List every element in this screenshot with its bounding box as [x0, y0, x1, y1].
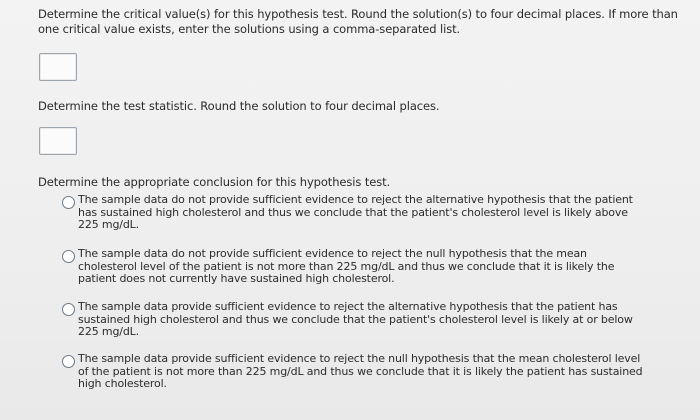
radio-button[interactable] [62, 355, 75, 368]
radio-button[interactable] [62, 196, 75, 209]
critical-value-question: Determine the critical value(s) for this hypothesis test. Round the solution(s) to four decimal places. If more than one critical value exists, enter the solutions using a comma-separated list. [38, 7, 678, 36]
conclusion-option-label: The sample data provide sufficient evidence to reject the null hypothesis that the mean cholesterol level of the patient is not more than 225 mg/dL and thus we conclude that it is likely the patient has sustained high cholesterol. [78, 352, 643, 390]
conclusion-option-label: The sample data do not provide sufficient evidence to reject the null hypothesis that the mean cholesterol level of the patient is not more than 225 mg/dL and thus we conclude that it is likely the patient does not currently have sustained high cholesterol. [78, 247, 615, 285]
test-statistic-answer-field[interactable] [39, 127, 77, 155]
radio-button[interactable] [62, 250, 75, 263]
radio-button[interactable] [62, 303, 75, 316]
conclusion-option-label: The sample data do not provide sufficient evidence to reject the alternative hypothesis that the patient has sustained high cholesterol and thus we conclude that the patient's cholesterol level is likely above 225 mg/dL. [78, 193, 633, 231]
conclusion-question: Determine the appropriate conclusion for this hypothesis test. [38, 175, 391, 189]
test-statistic-question: Determine the test statistic. Round the solution to four decimal places. [38, 99, 440, 113]
critical-value-answer-field[interactable] [39, 53, 77, 81]
conclusion-option-label: The sample data provide sufficient evidence to reject the alternative hypothesis that the patient has sustained high cholesterol and thus we conclude that the patient's cholesterol level is likely at or below 225 mg/dL. [78, 300, 633, 338]
